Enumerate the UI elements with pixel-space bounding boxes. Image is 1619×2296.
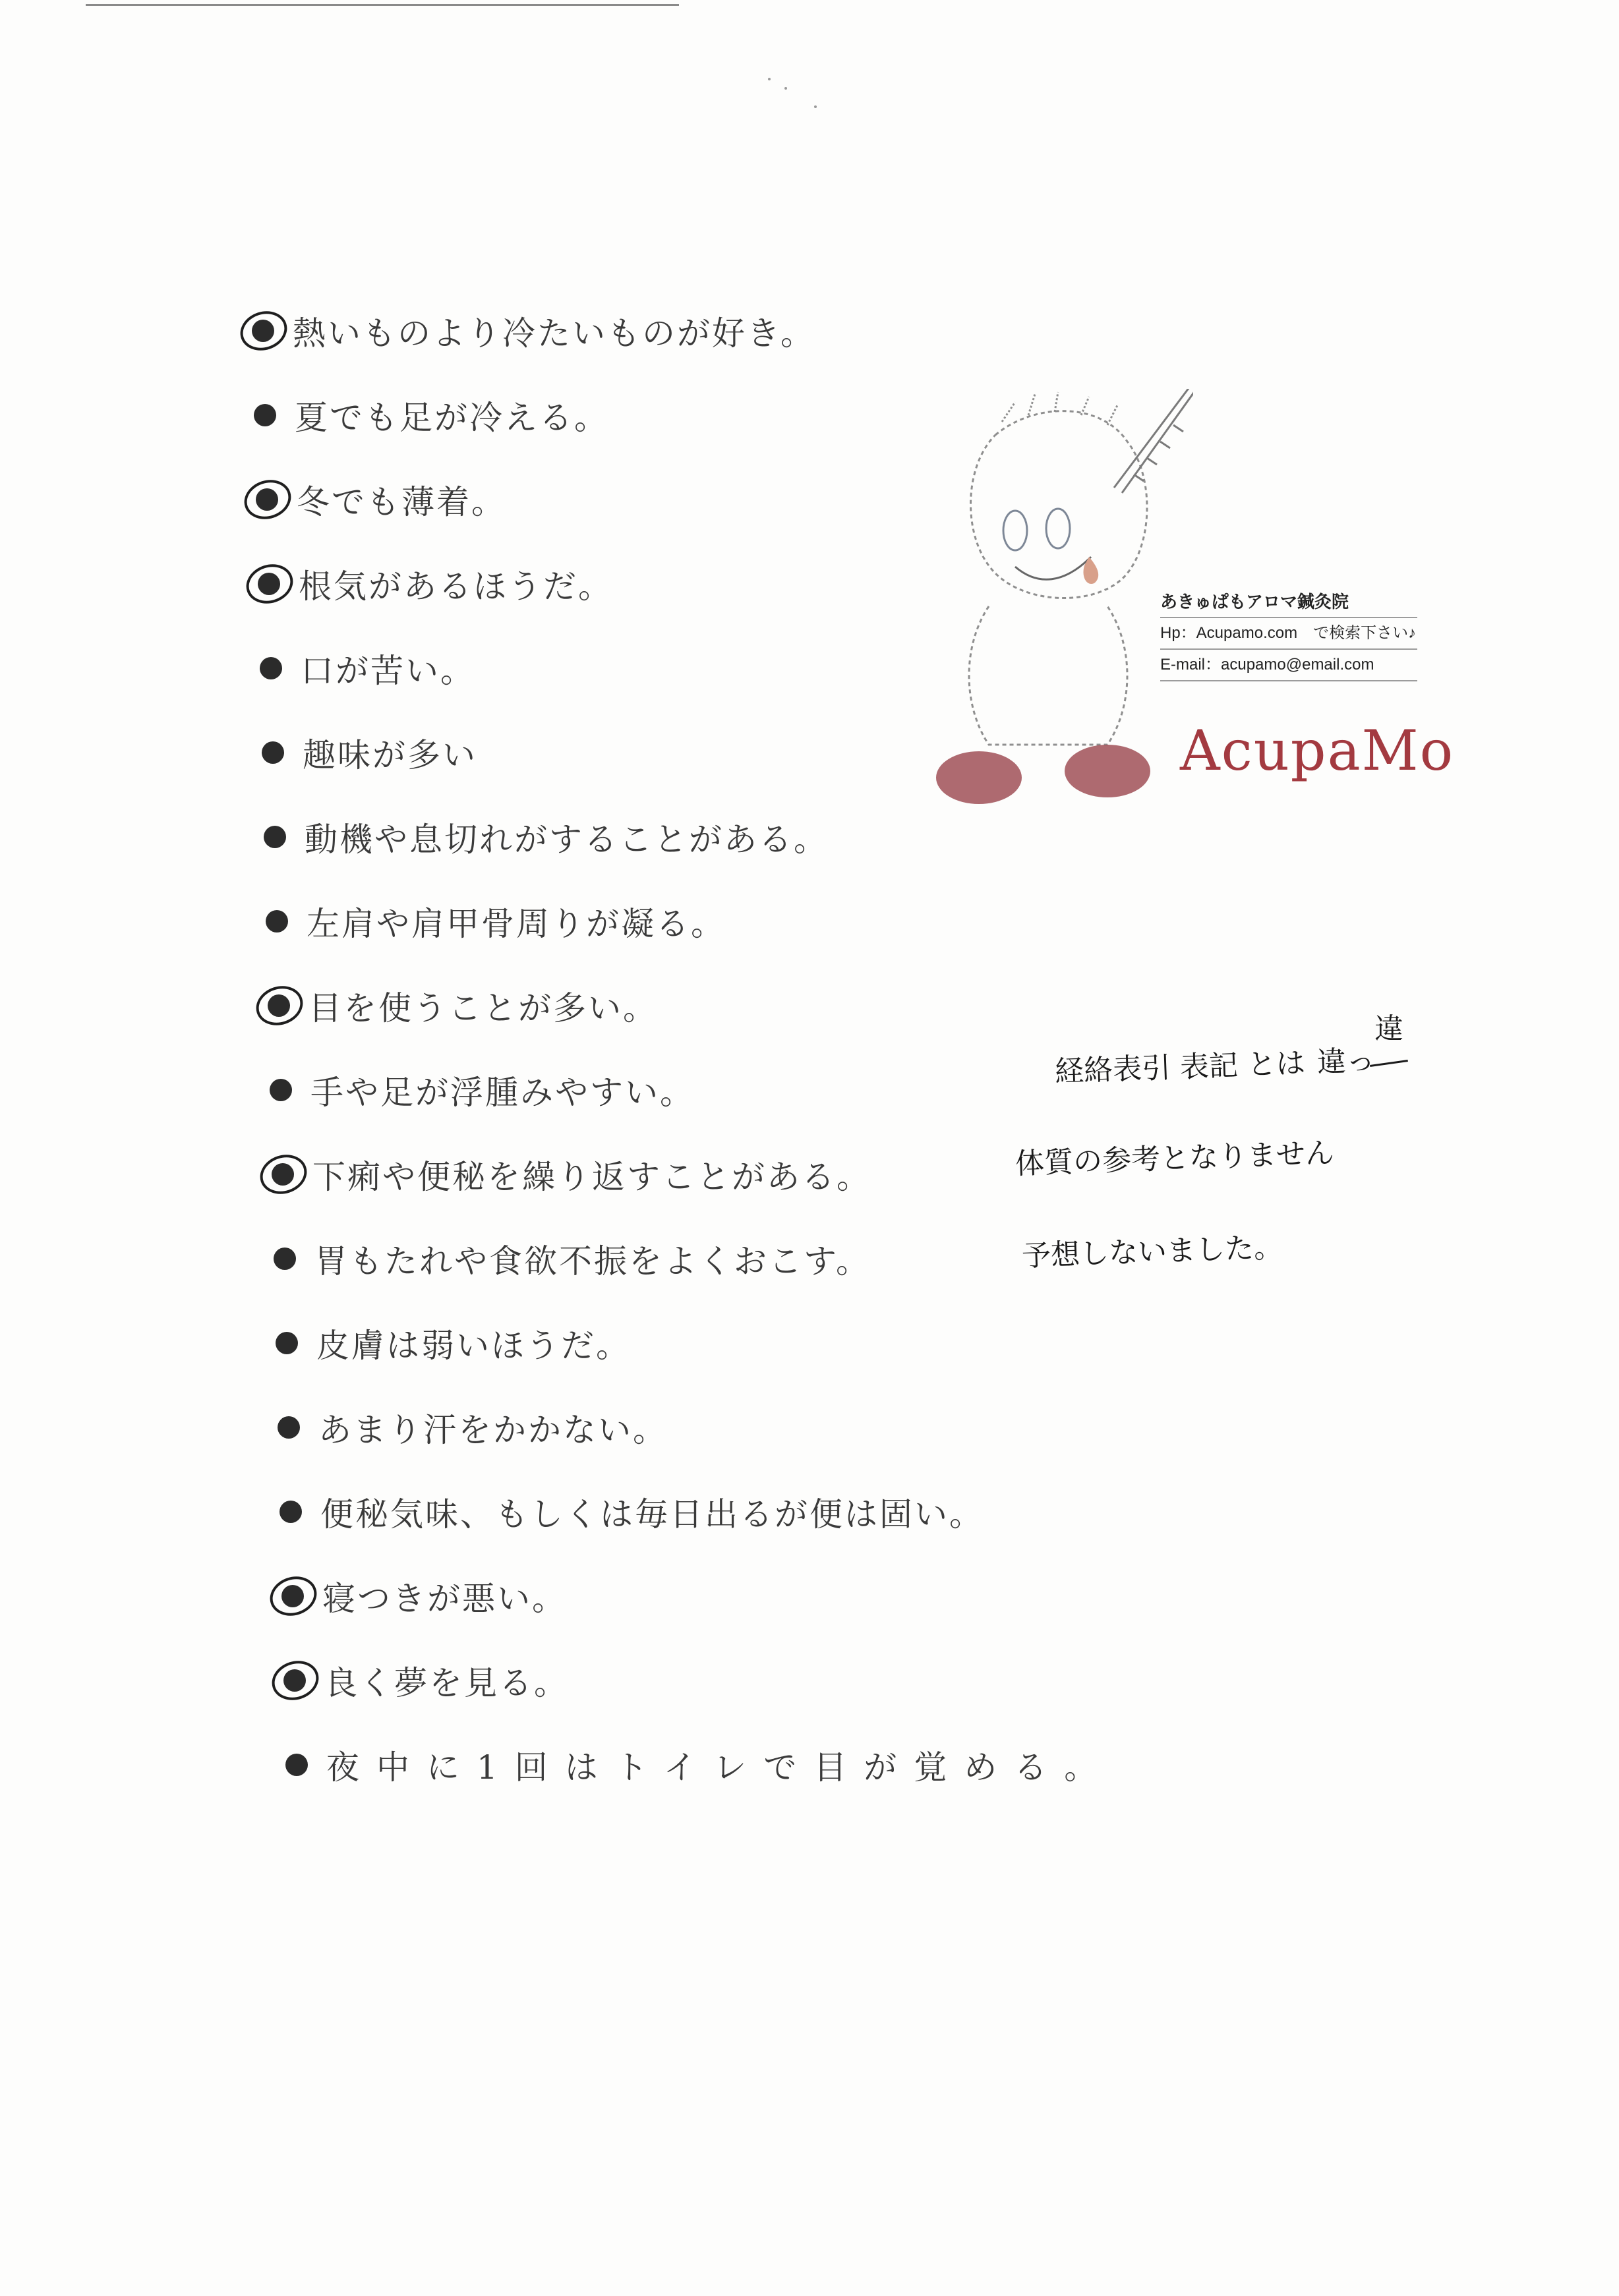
checklist-item-text: 皮膚は弱いほうだ。	[316, 1327, 631, 1365]
checklist-item-text: 根気があるほうだ。	[299, 567, 613, 606]
checklist-item-text: 熱いものより冷たいものが好き。	[293, 314, 815, 353]
circled-bullet-icon	[252, 320, 274, 342]
checklist-item-text: あまり汗をかかない。	[318, 1411, 668, 1449]
checklist-item	[283, 1654, 569, 1707]
checklist-item-text: 良く夢を見る。	[324, 1664, 569, 1702]
clinic-name: あきゅぱもアロマ鍼灸院	[1160, 587, 1417, 618]
checklist-item-text: 口が苦い。	[301, 652, 475, 690]
stamp-contact-block	[1160, 587, 1417, 681]
mascot-illustration	[916, 389, 1193, 817]
checklist-item-text: 下痢や便秘を繰り返すことがある。	[312, 1158, 871, 1196]
handwritten-note-line-1-end: 違っ	[1316, 1044, 1376, 1080]
checklist-item	[264, 811, 829, 863]
checklist-item	[252, 304, 815, 357]
bullet-icon	[274, 1248, 296, 1270]
checklist-item-text: 動機や息切れがすることがある。	[305, 820, 829, 859]
clinic-stamp	[916, 389, 1455, 817]
checklist-item-text: 趣味が多い	[303, 736, 477, 774]
bullet-icon	[254, 404, 276, 426]
handwritten-note-line-3: 予想しないました。	[1021, 1230, 1283, 1273]
checklist-item-text: 目を使うことが多い。	[309, 989, 658, 1027]
checklist-item	[266, 895, 726, 948]
checklist-item	[262, 726, 477, 779]
checklist-item	[270, 1064, 695, 1116]
checklist-item	[276, 1317, 631, 1369]
checklist-item-text: 胃もたれや食欲不振をよくおこす。	[314, 1242, 871, 1280]
handwritten-note-line-2: 体質の参考となりません	[1015, 1136, 1335, 1181]
bullet-icon	[278, 1416, 300, 1439]
bullet-icon	[270, 1079, 292, 1101]
circled-bullet-icon	[283, 1669, 306, 1692]
checklist-item	[285, 1738, 1114, 1791]
circled-bullet-icon	[268, 994, 290, 1017]
bullet-icon	[280, 1501, 302, 1523]
stamp-brand-logo: AcupaMo	[1180, 718, 1455, 783]
circled-bullet-icon	[256, 488, 278, 511]
handwritten-correction: 違	[1374, 1012, 1403, 1046]
circled-bullet-icon	[272, 1163, 294, 1186]
checklist-item	[256, 473, 506, 526]
checklist-item-text: 夜中に1回はトイレで目が覚める。	[326, 1748, 1115, 1787]
checklist-item	[278, 1401, 668, 1454]
bullet-icon	[260, 657, 282, 679]
handwritten-note-line-1-text: 経絡表引 表記 とは	[1054, 1046, 1306, 1089]
checklist-item	[280, 1485, 984, 1538]
bullet-icon	[285, 1754, 308, 1776]
checklist-item-text: 便秘気味、もしくは毎日出るが便は固い。	[320, 1495, 984, 1534]
checklist-item-text: 冬でも薄着。	[297, 483, 506, 521]
circled-bullet-icon	[281, 1585, 304, 1607]
checklist-item	[281, 1570, 567, 1622]
checklist-item-text: 手や足が浮腫みやすい。	[310, 1074, 695, 1112]
strikethrough-mark	[1370, 1060, 1408, 1067]
checklist-item	[272, 1148, 871, 1201]
checklist-item-text: 左肩や肩甲骨周りが凝る。	[307, 905, 726, 943]
checklist-item	[260, 642, 475, 695]
checklist-item	[268, 979, 658, 1032]
clinic-email: E-mail：acupamo@email.com	[1160, 650, 1417, 681]
bullet-icon	[262, 741, 284, 764]
checklist-item-text: 夏でも足が冷える。	[295, 399, 609, 437]
clinic-homepage: Hp：Acupamo.com で検索下さい♪	[1160, 618, 1417, 650]
checklist-item	[254, 389, 609, 442]
bullet-icon	[264, 826, 286, 848]
bullet-icon	[266, 910, 288, 933]
circled-bullet-icon	[258, 573, 280, 595]
checklist-item-text: 寝つきが悪い。	[322, 1580, 567, 1618]
checklist-item	[274, 1232, 871, 1285]
checklist-item	[258, 558, 613, 610]
bullet-icon	[276, 1332, 298, 1354]
